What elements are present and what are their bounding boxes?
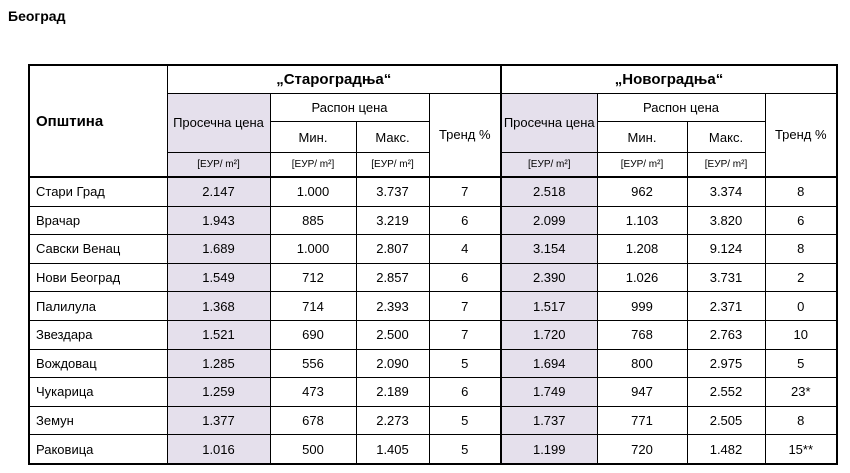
min-price-old-cell: 1.000 (270, 177, 356, 206)
municipality-cell: Вождовац (29, 349, 167, 378)
unit-label: [ЕУР/ m²] (356, 153, 429, 178)
avg-price-new-cell: 2.518 (501, 177, 597, 206)
min-price-new-cell: 962 (597, 177, 687, 206)
avg-price-header-old: Просечна цена (167, 94, 270, 153)
avg-price-old-cell: 2.147 (167, 177, 270, 206)
page-heading: Београд (8, 8, 66, 24)
table-row (29, 349, 837, 378)
avg-price-new-cell: 1.517 (501, 292, 597, 321)
trend-header-old: Тренд % (429, 94, 501, 178)
table-row (29, 263, 837, 292)
min-price-new-cell: 947 (597, 378, 687, 407)
max-price-old-cell: 2.090 (356, 349, 429, 378)
trend-new-cell: 15** (765, 435, 837, 464)
min-price-new-cell: 771 (597, 406, 687, 435)
table-row (29, 177, 837, 206)
max-price-old-cell: 2.857 (356, 263, 429, 292)
avg-price-new-cell: 2.390 (501, 263, 597, 292)
municipality-cell: Стари Град (29, 177, 167, 206)
avg-price-old-cell: 1.259 (167, 378, 270, 407)
price-table (28, 64, 838, 465)
avg-price-new-cell: 1.749 (501, 378, 597, 407)
max-price-old-cell: 2.393 (356, 292, 429, 321)
table-row (29, 206, 837, 235)
min-price-old-cell: 712 (270, 263, 356, 292)
min-price-old-cell: 714 (270, 292, 356, 321)
max-price-new-cell: 2.371 (687, 292, 765, 321)
trend-new-cell: 8 (765, 177, 837, 206)
max-price-old-cell: 3.219 (356, 206, 429, 235)
municipality-cell: Савски Венац (29, 235, 167, 264)
municipality-cell: Земун (29, 406, 167, 435)
avg-price-old-cell: 1.943 (167, 206, 270, 235)
min-price-old-cell: 473 (270, 378, 356, 407)
trend-old-cell: 6 (429, 378, 501, 407)
table-row (29, 378, 837, 407)
municipality-header: Општина (29, 65, 167, 177)
trend-new-cell: 8 (765, 235, 837, 264)
min-price-new-cell: 1.103 (597, 206, 687, 235)
max-price-old-cell: 2.807 (356, 235, 429, 264)
avg-price-old-cell: 1.016 (167, 435, 270, 464)
avg-price-new-cell: 1.694 (501, 349, 597, 378)
avg-price-new-cell: 2.099 (501, 206, 597, 235)
max-price-new-cell: 3.820 (687, 206, 765, 235)
group-title-new: „Новоградња“ (501, 65, 837, 94)
max-price-old-cell: 2.189 (356, 378, 429, 407)
municipality-cell: Раковица (29, 435, 167, 464)
trend-new-cell: 10 (765, 320, 837, 349)
trend-old-cell: 5 (429, 349, 501, 378)
max-header-new: Макс. (687, 122, 765, 153)
max-price-new-cell: 2.505 (687, 406, 765, 435)
min-price-old-cell: 1.000 (270, 235, 356, 264)
min-header-old: Мин. (270, 122, 356, 153)
avg-price-old-cell: 1.521 (167, 320, 270, 349)
min-price-new-cell: 800 (597, 349, 687, 378)
municipality-cell: Палилула (29, 292, 167, 321)
max-price-old-cell: 3.737 (356, 177, 429, 206)
max-price-old-cell: 1.405 (356, 435, 429, 464)
table-row (29, 292, 837, 321)
min-price-old-cell: 690 (270, 320, 356, 349)
trend-old-cell: 7 (429, 320, 501, 349)
table-row (29, 320, 837, 349)
municipality-cell: Чукарица (29, 378, 167, 407)
max-price-new-cell: 2.763 (687, 320, 765, 349)
avg-price-new-cell: 1.737 (501, 406, 597, 435)
max-price-old-cell: 2.273 (356, 406, 429, 435)
group-title-old: „Староградња“ (167, 65, 501, 94)
trend-header-new: Тренд % (765, 94, 837, 178)
trend-old-cell: 5 (429, 406, 501, 435)
trend-old-cell: 7 (429, 292, 501, 321)
avg-price-new-cell: 1.199 (501, 435, 597, 464)
max-price-new-cell: 2.552 (687, 378, 765, 407)
unit-label: [ЕУР/ m²] (597, 153, 687, 178)
avg-price-old-cell: 1.549 (167, 263, 270, 292)
max-price-new-cell: 3.374 (687, 177, 765, 206)
avg-price-old-cell: 1.689 (167, 235, 270, 264)
avg-price-old-cell: 1.377 (167, 406, 270, 435)
unit-label: [ЕУР/ m²] (687, 153, 765, 178)
max-header-old: Макс. (356, 122, 429, 153)
trend-old-cell: 5 (429, 435, 501, 464)
trend-old-cell: 6 (429, 263, 501, 292)
municipality-cell: Нови Београд (29, 263, 167, 292)
min-price-new-cell: 1.208 (597, 235, 687, 264)
trend-old-cell: 7 (429, 177, 501, 206)
min-price-old-cell: 678 (270, 406, 356, 435)
trend-new-cell: 8 (765, 406, 837, 435)
max-price-new-cell: 9.124 (687, 235, 765, 264)
max-price-new-cell: 1.482 (687, 435, 765, 464)
avg-price-old-cell: 1.285 (167, 349, 270, 378)
min-price-new-cell: 720 (597, 435, 687, 464)
min-header-new: Мин. (597, 122, 687, 153)
max-price-new-cell: 2.975 (687, 349, 765, 378)
min-price-old-cell: 885 (270, 206, 356, 235)
trend-new-cell: 5 (765, 349, 837, 378)
trend-new-cell: 2 (765, 263, 837, 292)
max-price-old-cell: 2.500 (356, 320, 429, 349)
table-row (29, 435, 837, 464)
max-price-new-cell: 3.731 (687, 263, 765, 292)
trend-new-cell: 23* (765, 378, 837, 407)
table-row (29, 235, 837, 264)
avg-price-new-cell: 1.720 (501, 320, 597, 349)
avg-price-header-new: Просечна цена (501, 94, 597, 153)
trend-new-cell: 0 (765, 292, 837, 321)
trend-new-cell: 6 (765, 206, 837, 235)
trend-old-cell: 6 (429, 206, 501, 235)
price-range-header-new: Распон цена (597, 94, 765, 122)
table-row (29, 406, 837, 435)
unit-label: [ЕУР/ m²] (501, 153, 597, 178)
min-price-new-cell: 1.026 (597, 263, 687, 292)
municipality-cell: Звездара (29, 320, 167, 349)
min-price-old-cell: 500 (270, 435, 356, 464)
unit-label: [ЕУР/ m²] (167, 153, 270, 178)
avg-price-old-cell: 1.368 (167, 292, 270, 321)
min-price-new-cell: 999 (597, 292, 687, 321)
price-range-header-old: Распон цена (270, 94, 429, 122)
municipality-cell: Врачар (29, 206, 167, 235)
unit-label: [ЕУР/ m²] (270, 153, 356, 178)
min-price-old-cell: 556 (270, 349, 356, 378)
avg-price-new-cell: 3.154 (501, 235, 597, 264)
trend-old-cell: 4 (429, 235, 501, 264)
min-price-new-cell: 768 (597, 320, 687, 349)
